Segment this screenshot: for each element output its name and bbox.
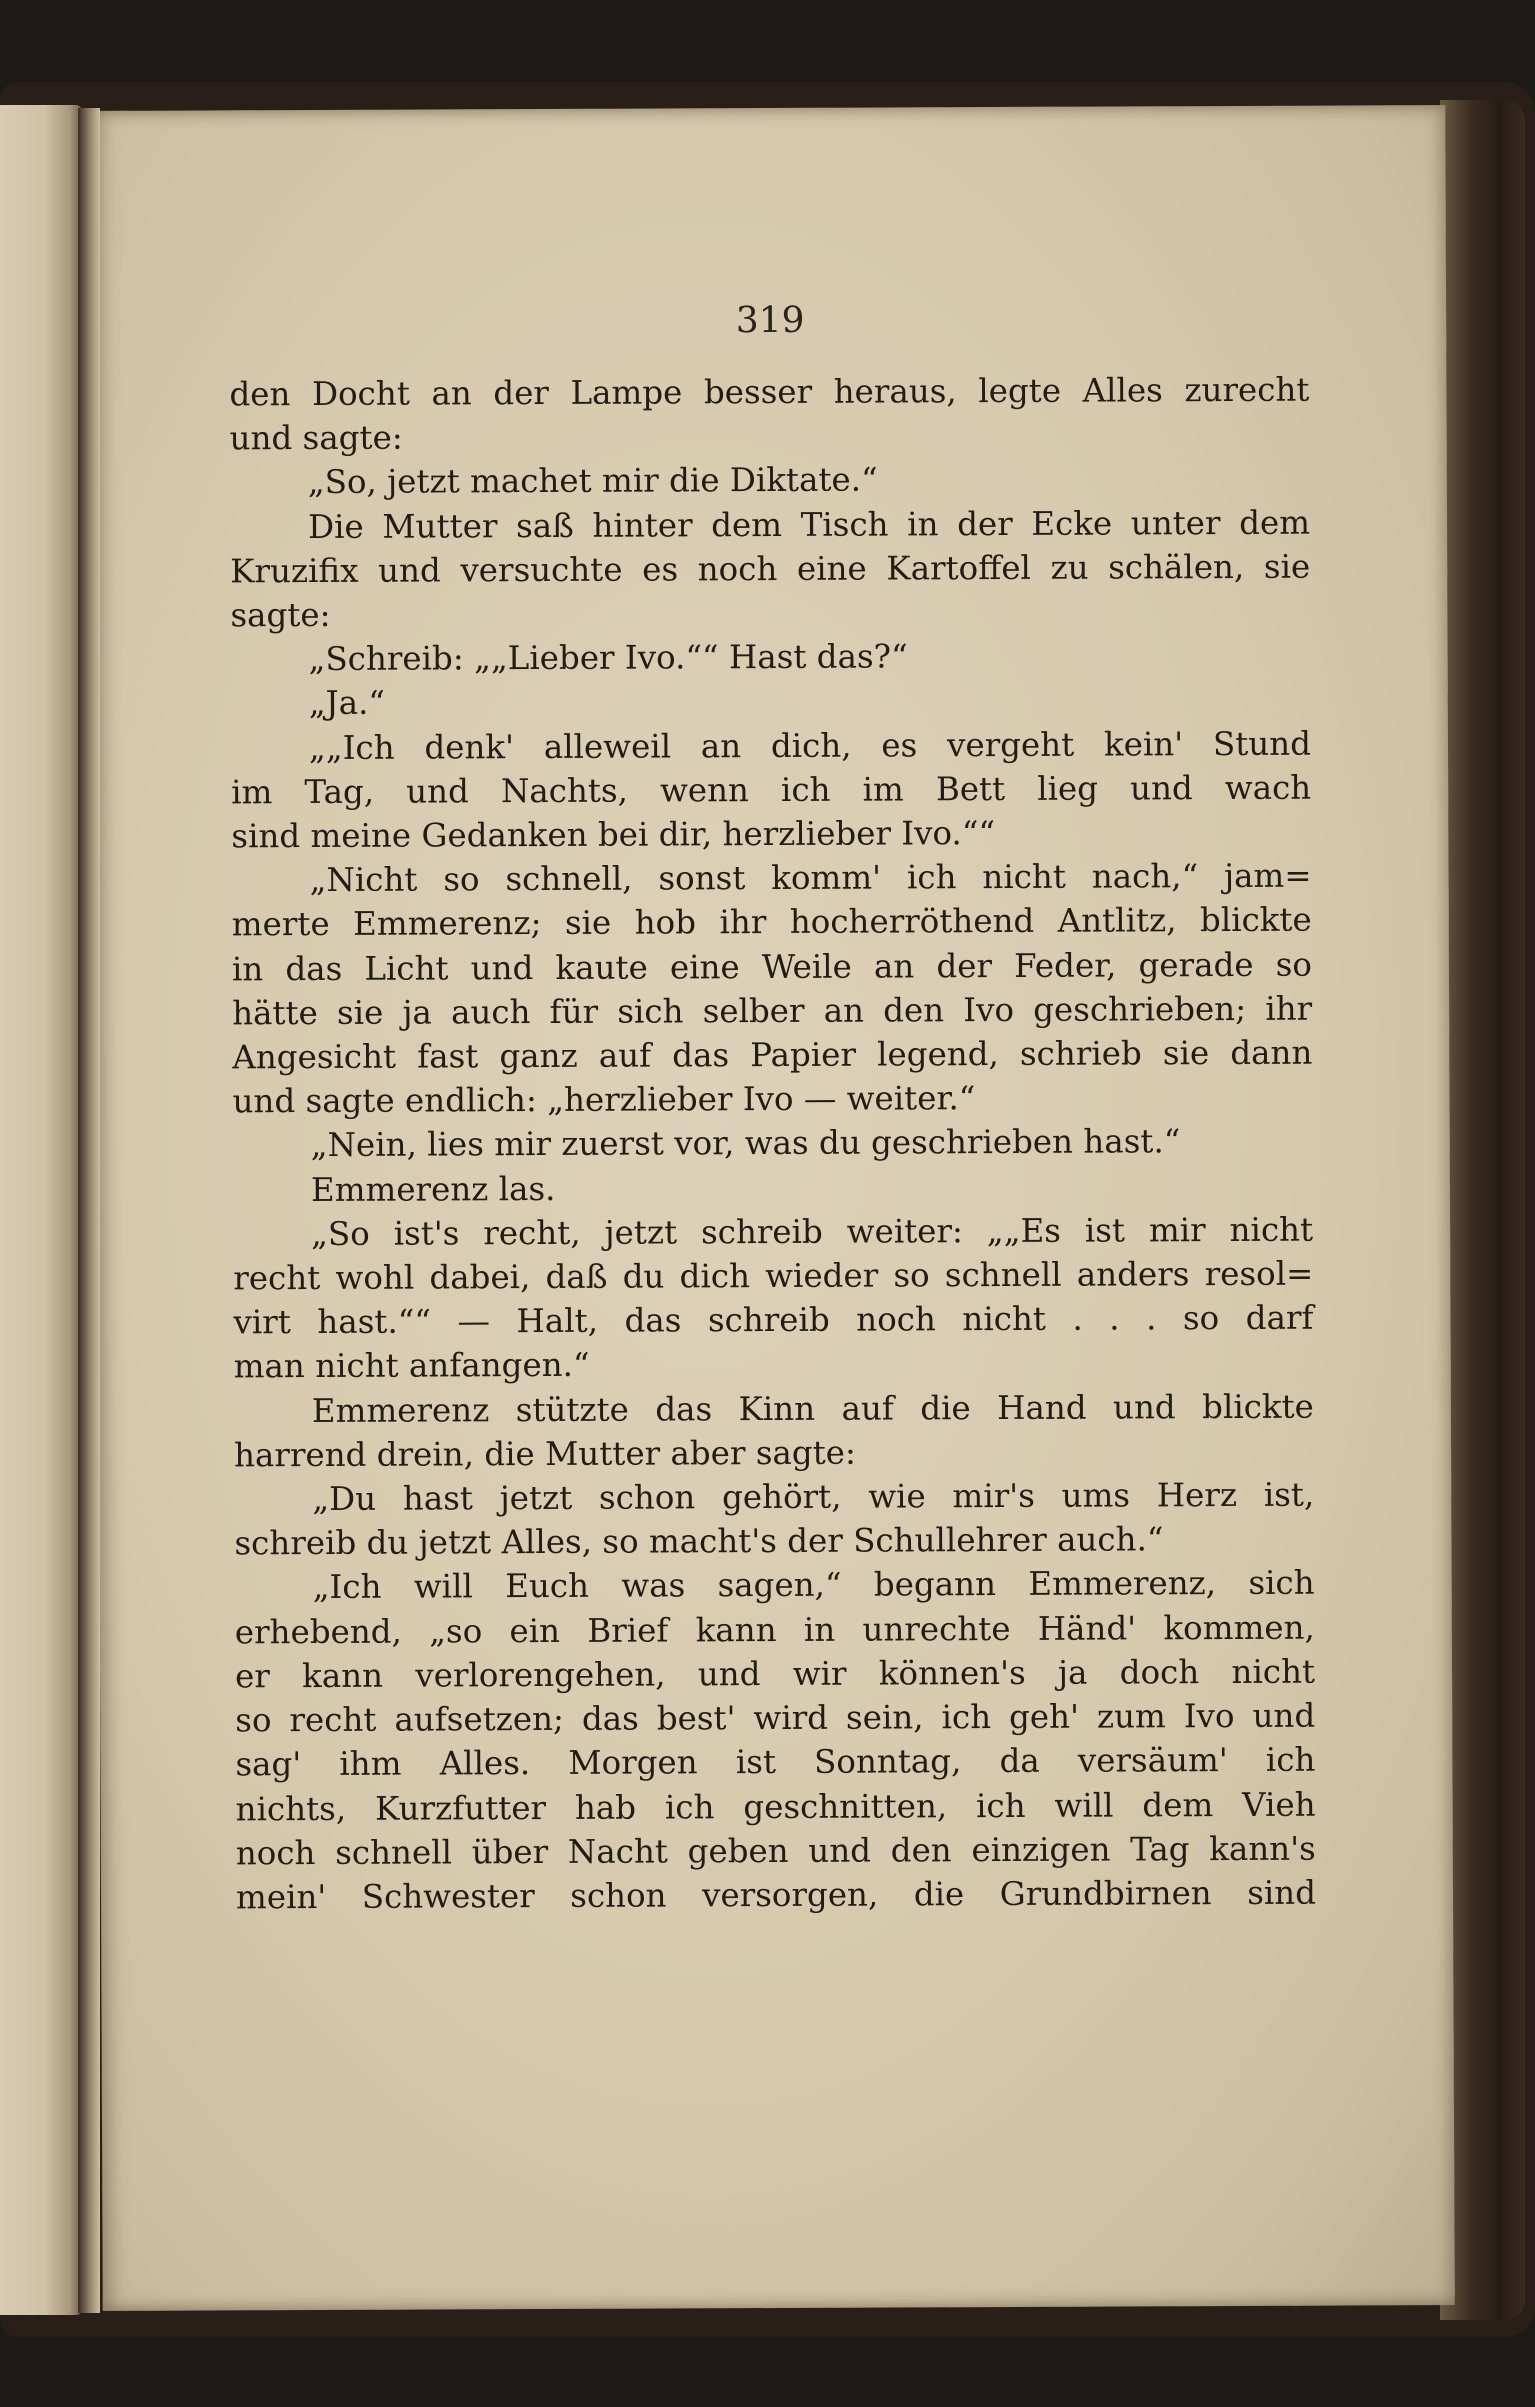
text-line: und sagte: [229, 418, 403, 458]
text-line: merte Emmerenz; sie hob ihr hocherröthend Antlitz, blickte [231, 901, 1312, 944]
text-line: sind meine Gedanken bei dir, herzlieber Ivo.““ [231, 814, 996, 856]
text-line: erhebend, „so ein Brief kann in unrechte Händ' kommen, [234, 1608, 1315, 1652]
text-line: „Du hast jetzt schon gehört, wie mir's ums Herz ist, [312, 1475, 1315, 1519]
text-line: mein' Schwester schon versorgen, die Grundbirnen sind [235, 1873, 1317, 1917]
text-line: hätte sie ja auch für sich selber an den Ivo geschrieben; ihr [232, 989, 1313, 1033]
text-line: schreib du jetzt Alles, so macht's der Schullehrer auch.“ [234, 1520, 1164, 1563]
text-line: im Tag, und Nachts, wenn ich im Bett lieg und wach [231, 768, 1312, 812]
book-page [93, 105, 1455, 2311]
text-line: Emmerenz stützte das Kinn auf die Hand und blickte [311, 1387, 1314, 1430]
text-line: so recht aufsetzen; das best' wird sein, ich geh' zum Ivo und [235, 1696, 1316, 1740]
text-line: „Nein, lies mir zuerst vor, was du geschrieben hast.“ [310, 1122, 1181, 1165]
text-line: man nicht anfangen.“ [233, 1346, 590, 1386]
text-line: noch schnell über Nacht geben und den einzigen Tag kann's [235, 1829, 1316, 1873]
text-line: nichts, Kurzfutter hab ich geschnitten, ich will dem Vieh [235, 1785, 1316, 1828]
text-line: „Schreib: „„Lieber Ivo.““ Hast das?“ [308, 637, 908, 679]
page-body-text [229, 368, 1316, 1920]
text-line: den Docht an der Lampe besser heraus, legte Alles zurecht [229, 370, 1310, 414]
text-line: in das Licht und kaute eine Weile an der Feder, gerade so [231, 945, 1313, 989]
text-line: „Ich will Euch was sagen,“ begann Emmerenz, sich [312, 1564, 1315, 1607]
text-line: Kruzifix und versuchte es noch eine Kartoffel zu schälen, sie [230, 547, 1311, 591]
text-line: „So ist's recht, jetzt schreib weiter: „„Es ist mir nicht [311, 1210, 1314, 1253]
text-line: Angesicht fast ganz auf das Papier legend, schrieb sie dann [232, 1033, 1313, 1077]
text-line: „„Ich denk' alleweil an dich, es vergeht kein' Stund [308, 724, 1312, 767]
text-line: recht wohl dabei, daß du dich wieder so schnell anders resol= [233, 1254, 1314, 1298]
text-line: und sagte endlich: „herzlieber Ivo — weiter.“ [232, 1079, 976, 1121]
text-line: Emmerenz las. [310, 1169, 556, 1209]
text-line: „So, jetzt machet mir die Diktate.“ [307, 460, 878, 502]
text-line: virt hast.““ — Halt, das schreib noch nicht . . . so darf [233, 1298, 1314, 1342]
text-line: sagte: [230, 595, 331, 635]
text-line: sag' ihm Alles. Morgen ist Sonntag, da versäum' ich [235, 1740, 1316, 1784]
book-gutter [78, 108, 100, 2313]
page-number: 319 [735, 299, 805, 342]
text-line: „Ja.“ [308, 684, 386, 723]
text-line: er kann verlorengehen, und wir können's ja doch nicht [234, 1652, 1316, 1696]
text-line: „Nicht so schnell, sonst komm' ich nicht nach,“ jam= [309, 856, 1312, 900]
text-line: harrend drein, die Mutter aber sagte: [233, 1433, 856, 1475]
left-page-edge [0, 105, 82, 2315]
text-line: Die Mutter saß hinter dem Tisch in der Ecke unter dem [307, 503, 1311, 546]
